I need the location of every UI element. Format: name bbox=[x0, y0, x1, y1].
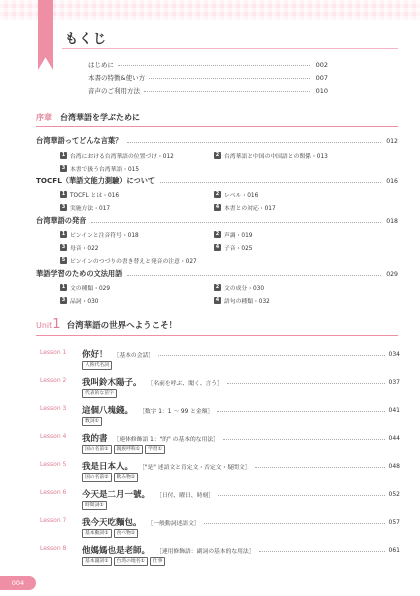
leader-dots bbox=[227, 383, 385, 384]
lesson-page: 034 bbox=[388, 350, 400, 358]
toc-subitem[interactable] bbox=[60, 151, 174, 160]
item-number: 4 bbox=[215, 204, 220, 210]
item-number: 1 bbox=[61, 152, 66, 158]
item-number: 1 bbox=[61, 191, 66, 197]
lesson-phrase: 他媽媽也是老師。 bbox=[82, 546, 151, 556]
item-number: 5 bbox=[61, 257, 66, 263]
subitem-label: 文の成分・030 bbox=[224, 286, 265, 292]
toc-subitem[interactable] bbox=[214, 283, 264, 292]
lesson-description: ［数字 1：1 ～ 99 と金額］ bbox=[139, 408, 214, 415]
leader-dots bbox=[204, 523, 385, 524]
topic-page: 016 bbox=[386, 177, 398, 185]
leader-dots bbox=[259, 551, 385, 552]
vocab-tag: 人称代名詞 bbox=[82, 361, 112, 370]
lesson-description: ［一般動詞述語文］ bbox=[147, 520, 200, 527]
leader-dots bbox=[127, 142, 381, 143]
unit-number: 1 bbox=[52, 317, 61, 332]
item-number: 4 bbox=[215, 244, 220, 250]
page-title: もくじ bbox=[65, 32, 108, 47]
toc-entry-label: 音声のご利用方法 bbox=[88, 87, 140, 95]
lesson-page: 048 bbox=[388, 462, 400, 470]
prologue-tag: 序章 bbox=[36, 113, 52, 122]
section-divider bbox=[36, 126, 398, 127]
lesson-description: ［基本の会話］ bbox=[113, 352, 155, 359]
toc-topic[interactable] bbox=[36, 136, 398, 146]
leader-dots bbox=[218, 495, 385, 496]
vocab-tag: 数詞① bbox=[82, 417, 102, 426]
toc-subitem[interactable] bbox=[60, 190, 119, 199]
vocab-tag: 学習① bbox=[145, 445, 165, 454]
toc-topic[interactable] bbox=[36, 216, 398, 226]
topic-title: 台湾華語の発音 bbox=[36, 216, 87, 225]
vocab-tag: 国の名前① bbox=[82, 445, 112, 454]
subitem-label: レベル・016 bbox=[224, 193, 259, 199]
lesson-page: 052 bbox=[388, 490, 400, 498]
toc-entry[interactable] bbox=[88, 73, 328, 82]
leader-dots bbox=[255, 467, 385, 468]
item-number: 1 bbox=[61, 284, 66, 290]
lesson-page: 041 bbox=[388, 406, 400, 414]
item-number: 3 bbox=[61, 244, 66, 250]
toc-subitem[interactable] bbox=[60, 296, 98, 305]
subitem-label: 声調・019 bbox=[224, 233, 253, 239]
subitem-label: 本書との対応・017 bbox=[224, 206, 276, 212]
leader-dots bbox=[144, 91, 310, 92]
vocab-tag: 食べ物① bbox=[114, 529, 139, 538]
toc-subitem[interactable] bbox=[60, 203, 110, 212]
topic-title: TOCFL（華語文能力測驗）について bbox=[36, 176, 156, 185]
vocab-tag: 台湾の地名① bbox=[114, 557, 148, 566]
subitem-label: ピンインと注音符号・018 bbox=[70, 233, 139, 239]
lesson-phrase: 我今天吃麵包。 bbox=[82, 518, 142, 528]
toc-entry[interactable] bbox=[88, 86, 328, 95]
toc-topic[interactable] bbox=[36, 269, 398, 279]
subitem-label: 実施方法・017 bbox=[70, 206, 111, 212]
toc-subitem[interactable] bbox=[60, 230, 139, 239]
vocab-tag: 基本副詞① bbox=[82, 557, 112, 566]
lesson-page: 057 bbox=[388, 518, 400, 526]
prologue-heading bbox=[36, 112, 398, 123]
subitem-label: 母音・022 bbox=[70, 246, 99, 252]
checkered-header-band bbox=[0, 0, 420, 20]
toc-subitem[interactable] bbox=[60, 164, 139, 173]
lesson-label: Lesson 3 bbox=[40, 405, 67, 412]
lesson-label: Lesson 1 bbox=[40, 349, 67, 356]
item-number: 2 bbox=[215, 284, 220, 290]
vocab-tag: 代表的な苗字 bbox=[82, 389, 117, 398]
leader-dots bbox=[118, 65, 310, 66]
toc-subitem[interactable] bbox=[60, 243, 98, 252]
subitem-label: 文の種類・029 bbox=[70, 286, 111, 292]
lesson-label: Lesson 6 bbox=[40, 489, 67, 496]
lesson-page: 061 bbox=[388, 546, 400, 554]
leader-dots bbox=[160, 182, 381, 183]
subitem-label: 品詞・030 bbox=[70, 299, 99, 305]
item-number: 3 bbox=[61, 165, 66, 171]
lesson-label: Lesson 7 bbox=[40, 517, 67, 524]
lesson-phrase: 這個八塊錢。 bbox=[82, 406, 134, 416]
item-number: 2 bbox=[215, 231, 220, 237]
item-number: 2 bbox=[215, 152, 220, 158]
subitem-label: 語句の種類・032 bbox=[224, 299, 270, 305]
lesson-phrase: 我是日本人。 bbox=[82, 462, 134, 472]
toc-entry-page: 007 bbox=[315, 73, 328, 82]
leader-dots bbox=[149, 78, 310, 79]
vocab-tag: 飲み物① bbox=[114, 473, 139, 482]
subitem-label: 本書で扱う台湾華語・015 bbox=[70, 167, 140, 173]
vocab-tag: 時間詞① bbox=[82, 501, 107, 510]
toc-entry-label: はじめに bbox=[88, 61, 114, 69]
toc-entry-label: 本書の特徴&使い方 bbox=[88, 74, 146, 82]
toc-subitem[interactable] bbox=[60, 256, 197, 265]
bookmark-ribbon bbox=[38, 0, 53, 70]
toc-subitem[interactable] bbox=[214, 243, 252, 252]
lesson-description: ［日付、曜日、時刻］ bbox=[156, 492, 214, 499]
vocab-tag: 親族呼称① bbox=[114, 445, 144, 454]
lesson-phrase: 你好！ bbox=[82, 350, 108, 360]
unit-title: 台湾華語の世界へようこそ！ bbox=[66, 321, 178, 331]
topic-title: 華語学習のための文法用語 bbox=[36, 269, 123, 278]
toc-entry-page: 002 bbox=[315, 60, 328, 69]
subitem-label: 子音・025 bbox=[224, 246, 253, 252]
leader-dots bbox=[217, 411, 384, 412]
prologue-title: 台湾華語を学ぶために bbox=[60, 113, 140, 122]
toc-entry[interactable] bbox=[88, 60, 328, 69]
toc-subitem[interactable] bbox=[214, 190, 258, 199]
subitem-label: ピンインのつづりの書き替えと発音の注意・027 bbox=[70, 259, 197, 265]
lesson-phrase: 我叫鈴木陽子。 bbox=[82, 378, 142, 388]
lesson-page: 037 bbox=[388, 378, 400, 386]
item-number: 3 bbox=[61, 204, 66, 210]
title-divider bbox=[62, 48, 398, 49]
lesson-description: ［"是" 述語文と肯定文・否定文・疑問文］ bbox=[139, 464, 251, 471]
vocab-tag: 仕事 bbox=[150, 557, 166, 566]
subitem-label: TOCFL とは・016 bbox=[70, 193, 120, 199]
leader-dots bbox=[127, 275, 381, 276]
topic-page: 029 bbox=[386, 270, 398, 278]
leader-dots bbox=[223, 439, 385, 440]
lesson-label: Lesson 8 bbox=[40, 545, 67, 552]
toc-subitem[interactable] bbox=[214, 151, 328, 160]
lesson-phrase: 今天是二月一號。 bbox=[82, 490, 151, 500]
toc-subitem[interactable] bbox=[60, 283, 110, 292]
toc-entry-page: 010 bbox=[315, 86, 328, 95]
section-divider bbox=[36, 335, 398, 336]
unit-heading bbox=[36, 317, 177, 332]
subitem-label: 台湾華語と中国の中国語との関係・013 bbox=[224, 154, 328, 160]
item-number: 4 bbox=[215, 297, 220, 303]
topic-title: 台湾華語ってどんな言葉？ bbox=[36, 136, 123, 145]
item-number: 1 bbox=[61, 231, 66, 237]
topic-page: 018 bbox=[386, 217, 398, 225]
topic-page: 012 bbox=[386, 137, 398, 145]
lesson-description: ［名前を呼ぶ、聞く、言う］ bbox=[147, 380, 223, 387]
lesson-label: Lesson 2 bbox=[40, 377, 67, 384]
lesson-phrase: 我的書 bbox=[82, 434, 108, 444]
toc-subitem[interactable] bbox=[214, 296, 270, 305]
toc-subitem[interactable] bbox=[214, 203, 276, 212]
leader-dots bbox=[91, 222, 381, 223]
toc-topic[interactable] bbox=[36, 176, 398, 186]
vocab-tag: 国の名前② bbox=[82, 473, 112, 482]
page-number: 004 bbox=[0, 576, 36, 590]
lesson-description: ［連体修飾語 1："的" の基本的な用法］ bbox=[113, 436, 219, 443]
unit-label: Unit bbox=[36, 321, 53, 330]
subitem-label: 台湾における台湾華語の位置づけ・012 bbox=[70, 154, 174, 160]
leader-dots bbox=[158, 355, 384, 356]
lesson-page: 044 bbox=[388, 434, 400, 442]
item-number: 2 bbox=[215, 191, 220, 197]
lesson-description: ［連用修飾語：副詞の基本的な用法］ bbox=[156, 548, 255, 555]
lesson-label: Lesson 5 bbox=[40, 461, 67, 468]
lesson-label: Lesson 4 bbox=[40, 433, 67, 440]
item-number: 3 bbox=[61, 297, 66, 303]
vocab-tag: 基本動詞① bbox=[82, 529, 112, 538]
toc-subitem[interactable] bbox=[214, 230, 252, 239]
